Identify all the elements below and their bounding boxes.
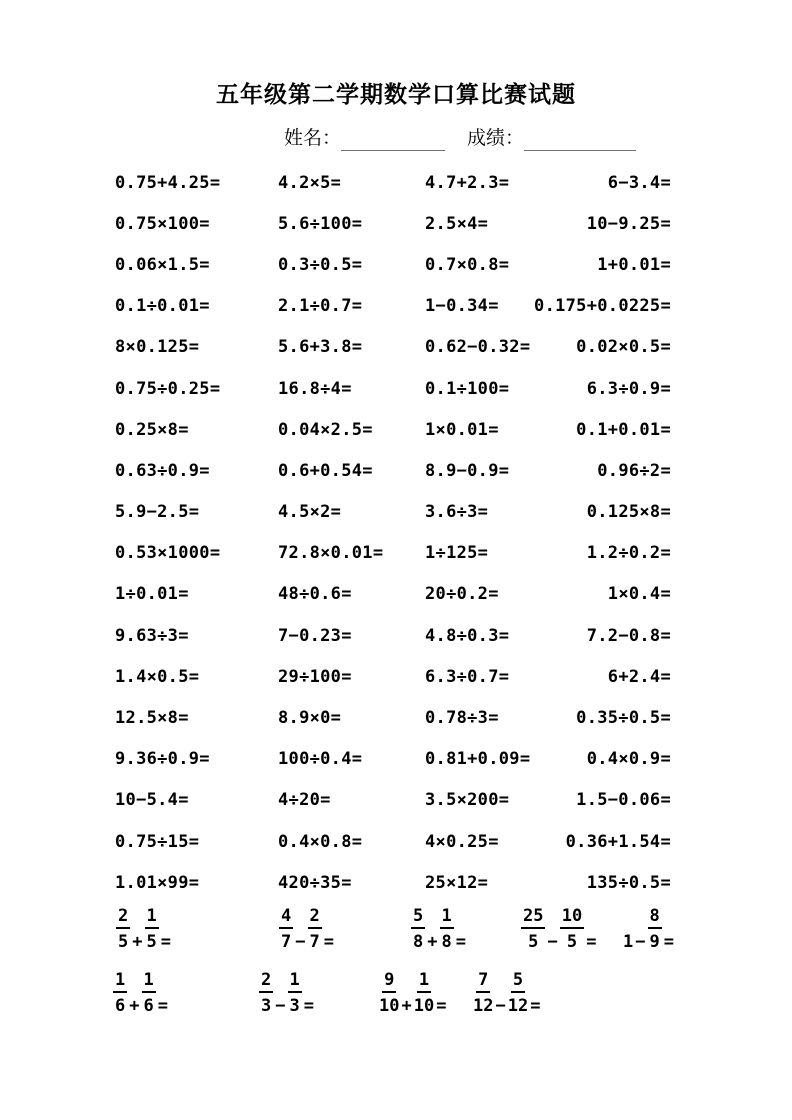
problem-cell: 72.8×0.01= xyxy=(278,543,384,564)
math-symbol: = xyxy=(160,932,171,952)
fraction xyxy=(288,972,302,1015)
problem-cell: 1÷125= xyxy=(425,543,489,564)
problem-cell: 4.8÷0.3= xyxy=(425,625,510,646)
fraction xyxy=(648,908,662,951)
math-symbol: − xyxy=(495,996,506,1016)
problem-cell: 1÷0.01= xyxy=(115,584,189,605)
problem-cell: 135÷0.5= xyxy=(586,872,671,893)
fraction-problem xyxy=(472,972,541,1015)
problem-cell: 0.96÷2= xyxy=(597,460,671,481)
problem-cell: 9.63÷3= xyxy=(115,625,189,646)
problem-cell: 0.36+1.54= xyxy=(565,831,671,852)
problem-cell: 100÷0.4= xyxy=(278,749,363,770)
fraction-problem xyxy=(520,908,597,951)
math-symbol: = xyxy=(455,932,466,952)
fraction-numerator: 9 xyxy=(382,972,396,993)
fraction-numerator: 5 xyxy=(511,972,525,993)
math-symbol: + xyxy=(132,932,143,952)
fraction xyxy=(279,908,293,951)
fraction-denominator: 7 xyxy=(309,932,320,952)
problem-cell: 0.6+0.54= xyxy=(278,460,373,481)
problem-cell: 7−0.23= xyxy=(278,625,352,646)
problem-cell: 2.1÷0.7= xyxy=(278,296,363,317)
fraction-numerator: 7 xyxy=(476,972,490,993)
fraction-problem xyxy=(410,908,467,951)
problem-cell: 0.4×0.9= xyxy=(586,749,671,770)
fraction xyxy=(560,908,584,951)
math-symbol: = xyxy=(323,932,334,952)
name-blank-field xyxy=(341,128,445,151)
fraction-denominator: 12 xyxy=(507,996,529,1016)
problem-cell: 0.1+0.01= xyxy=(576,419,671,440)
fraction-denominator: 12 xyxy=(473,996,494,1016)
problem-cell: 1−0.34= xyxy=(425,296,499,317)
fraction-denominator: 8 xyxy=(413,932,424,952)
problem-cell: 3.6÷3= xyxy=(425,502,489,523)
math-symbol: + xyxy=(401,996,412,1016)
problem-cell: 5.6+3.8= xyxy=(278,337,363,358)
problem-cell: 0.75+4.25= xyxy=(115,172,221,193)
problem-cell: 0.35÷0.5= xyxy=(576,708,671,729)
fraction-numerator: 1 xyxy=(113,972,127,993)
math-symbol: + xyxy=(129,996,140,1016)
problem-cell: 9.36÷0.9= xyxy=(115,749,210,770)
problem-cell: 0.62−0.32= xyxy=(425,337,531,358)
name-score-line xyxy=(284,127,636,151)
score-label: 成绩： xyxy=(467,128,525,149)
fraction-denominator: 5 xyxy=(566,932,578,952)
fraction-numerator: 1 xyxy=(440,908,454,929)
fraction xyxy=(473,972,493,1015)
fraction-problem xyxy=(622,908,675,951)
problem-cell: 10−5.4= xyxy=(115,790,189,811)
fraction-numerator: 4 xyxy=(279,908,293,929)
problem-cell: 0.1÷100= xyxy=(425,378,510,399)
fraction-numerator: 8 xyxy=(648,908,662,929)
problem-cell: 6−3.4= xyxy=(607,172,671,193)
fraction-denominator: 10 xyxy=(379,996,400,1016)
fraction-denominator: 10 xyxy=(413,996,435,1016)
problem-cell: 1×0.4= xyxy=(607,584,671,605)
math-symbol: − xyxy=(295,932,306,952)
score-blank-field xyxy=(524,128,636,151)
problem-cell: 7.2−0.8= xyxy=(586,625,671,646)
fraction-denominator: 3 xyxy=(261,996,272,1016)
fraction-problem xyxy=(258,972,315,1015)
fraction xyxy=(379,972,399,1015)
fraction-numerator: 2 xyxy=(259,972,273,993)
problem-cell: 2.5×4= xyxy=(425,213,489,234)
problem-cell: 0.63÷0.9= xyxy=(115,460,210,481)
problem-cell: 0.04×2.5= xyxy=(278,419,373,440)
problem-cell: 48÷0.6= xyxy=(278,584,352,605)
fraction-problem xyxy=(378,972,447,1015)
problem-cell: 0.125×8= xyxy=(586,502,671,523)
math-symbol: − xyxy=(275,996,286,1016)
problem-cell: 0.25×8= xyxy=(115,419,189,440)
problem-cell: 3.5×200= xyxy=(425,790,510,811)
problem-grid xyxy=(115,162,671,903)
fraction-numerator: 1 xyxy=(142,972,156,993)
problem-cell: 0.3÷0.5= xyxy=(278,254,363,275)
fraction xyxy=(440,908,454,951)
problem-cell: 1×0.01= xyxy=(425,419,499,440)
fraction-denominator: 6 xyxy=(115,996,126,1016)
fraction-denominator: 8 xyxy=(441,932,452,952)
fraction-denominator: 5 xyxy=(118,932,129,952)
math-symbol: = xyxy=(530,996,541,1016)
problem-cell: 0.75÷15= xyxy=(115,831,200,852)
fraction xyxy=(113,972,127,1015)
problem-cell: 1.5−0.06= xyxy=(576,790,671,811)
problem-cell: 4÷20= xyxy=(278,790,331,811)
math-symbol: = xyxy=(157,996,168,1016)
problem-cell: 0.06×1.5= xyxy=(115,254,210,275)
fraction-denominator: 6 xyxy=(143,996,154,1016)
problem-cell: 1.4×0.5= xyxy=(115,666,200,687)
problem-cell: 0.7×0.8= xyxy=(425,254,510,275)
fraction-numerator: 2 xyxy=(116,908,130,929)
problem-cell: 4.5×2= xyxy=(278,502,342,523)
fraction-problem-row xyxy=(0,972,792,1022)
problem-cell: 0.175+0.0225= xyxy=(534,296,671,317)
fraction-numerator: 25 xyxy=(521,908,545,929)
problem-cell: 0.78÷3= xyxy=(425,708,499,729)
math-symbol: + xyxy=(427,932,438,952)
fraction-denominator: 5 xyxy=(146,932,157,952)
fraction-denominator: 5 xyxy=(528,932,539,952)
problem-cell: 12.5×8= xyxy=(115,708,189,729)
problem-cell: 6.3÷0.9= xyxy=(586,378,671,399)
problem-cell: 1.2÷0.2= xyxy=(586,543,671,564)
fraction xyxy=(521,908,545,951)
fraction xyxy=(308,908,322,951)
fraction-numerator: 1 xyxy=(288,972,302,993)
fraction-denominator: 9 xyxy=(649,932,660,952)
problem-cell: 4×0.25= xyxy=(425,831,499,852)
problem-cell: 8.9×0= xyxy=(278,708,342,729)
problem-cell: 25×12= xyxy=(425,872,489,893)
fraction xyxy=(259,972,273,1015)
fraction-numerator: 1 xyxy=(145,908,159,929)
problem-cell: 0.1÷0.01= xyxy=(115,296,210,317)
fraction-denominator: 7 xyxy=(281,932,292,952)
fraction xyxy=(145,908,159,951)
problem-cell: 1+0.01= xyxy=(597,254,671,275)
fraction-problem xyxy=(112,972,169,1015)
fraction xyxy=(411,908,425,951)
problem-cell: 5.6÷100= xyxy=(278,213,363,234)
problem-cell: 0.75×100= xyxy=(115,213,210,234)
fraction-numerator: 1 xyxy=(417,972,431,993)
problem-cell: 6+2.4= xyxy=(607,666,671,687)
problem-cell: 10−9.25= xyxy=(586,213,671,234)
math-symbol: 1 xyxy=(623,932,634,952)
problem-cell: 0.75÷0.25= xyxy=(115,378,221,399)
problem-cell: 16.8÷4= xyxy=(278,378,352,399)
problem-cell: 0.53×1000= xyxy=(115,543,221,564)
problem-cell: 20÷0.2= xyxy=(425,584,499,605)
math-symbol: = xyxy=(586,932,597,952)
name-label: 姓名： xyxy=(284,128,342,149)
math-symbol: = xyxy=(436,996,447,1016)
problem-cell: 8.9−0.9= xyxy=(425,460,510,481)
problem-cell: 0.02×0.5= xyxy=(576,337,671,358)
fraction-numerator: 5 xyxy=(411,908,425,929)
fraction xyxy=(116,908,130,951)
fraction-problem-row xyxy=(0,908,792,958)
problem-cell: 1.01×99= xyxy=(115,872,200,893)
problem-cell: 4.7+2.3= xyxy=(425,172,510,193)
fraction xyxy=(508,972,528,1015)
fraction-numerator: 2 xyxy=(308,908,322,929)
problem-cell: 0.4×0.8= xyxy=(278,831,363,852)
problem-cell: 0.81+0.09= xyxy=(425,749,531,770)
problem-cell: 6.3÷0.7= xyxy=(425,666,510,687)
math-symbol: = xyxy=(303,996,314,1016)
problem-cell: 5.9−2.5= xyxy=(115,502,200,523)
fraction xyxy=(142,972,156,1015)
problem-cell: 29÷100= xyxy=(278,666,352,687)
page-title: 五年级第二学期数学口算比赛试题 xyxy=(216,82,576,107)
fraction xyxy=(414,972,434,1015)
problem-cell: 8×0.125= xyxy=(115,337,200,358)
problem-cell: 4.2×5= xyxy=(278,172,342,193)
math-symbol: − xyxy=(635,932,646,952)
problem-cell: 420÷35= xyxy=(278,872,352,893)
math-symbol: = xyxy=(663,932,674,952)
fraction-numerator: 10 xyxy=(560,908,584,929)
fraction-problem xyxy=(278,908,335,951)
fraction-denominator: 3 xyxy=(289,996,300,1016)
math-symbol: − xyxy=(547,932,558,952)
fraction-problem xyxy=(115,908,172,951)
